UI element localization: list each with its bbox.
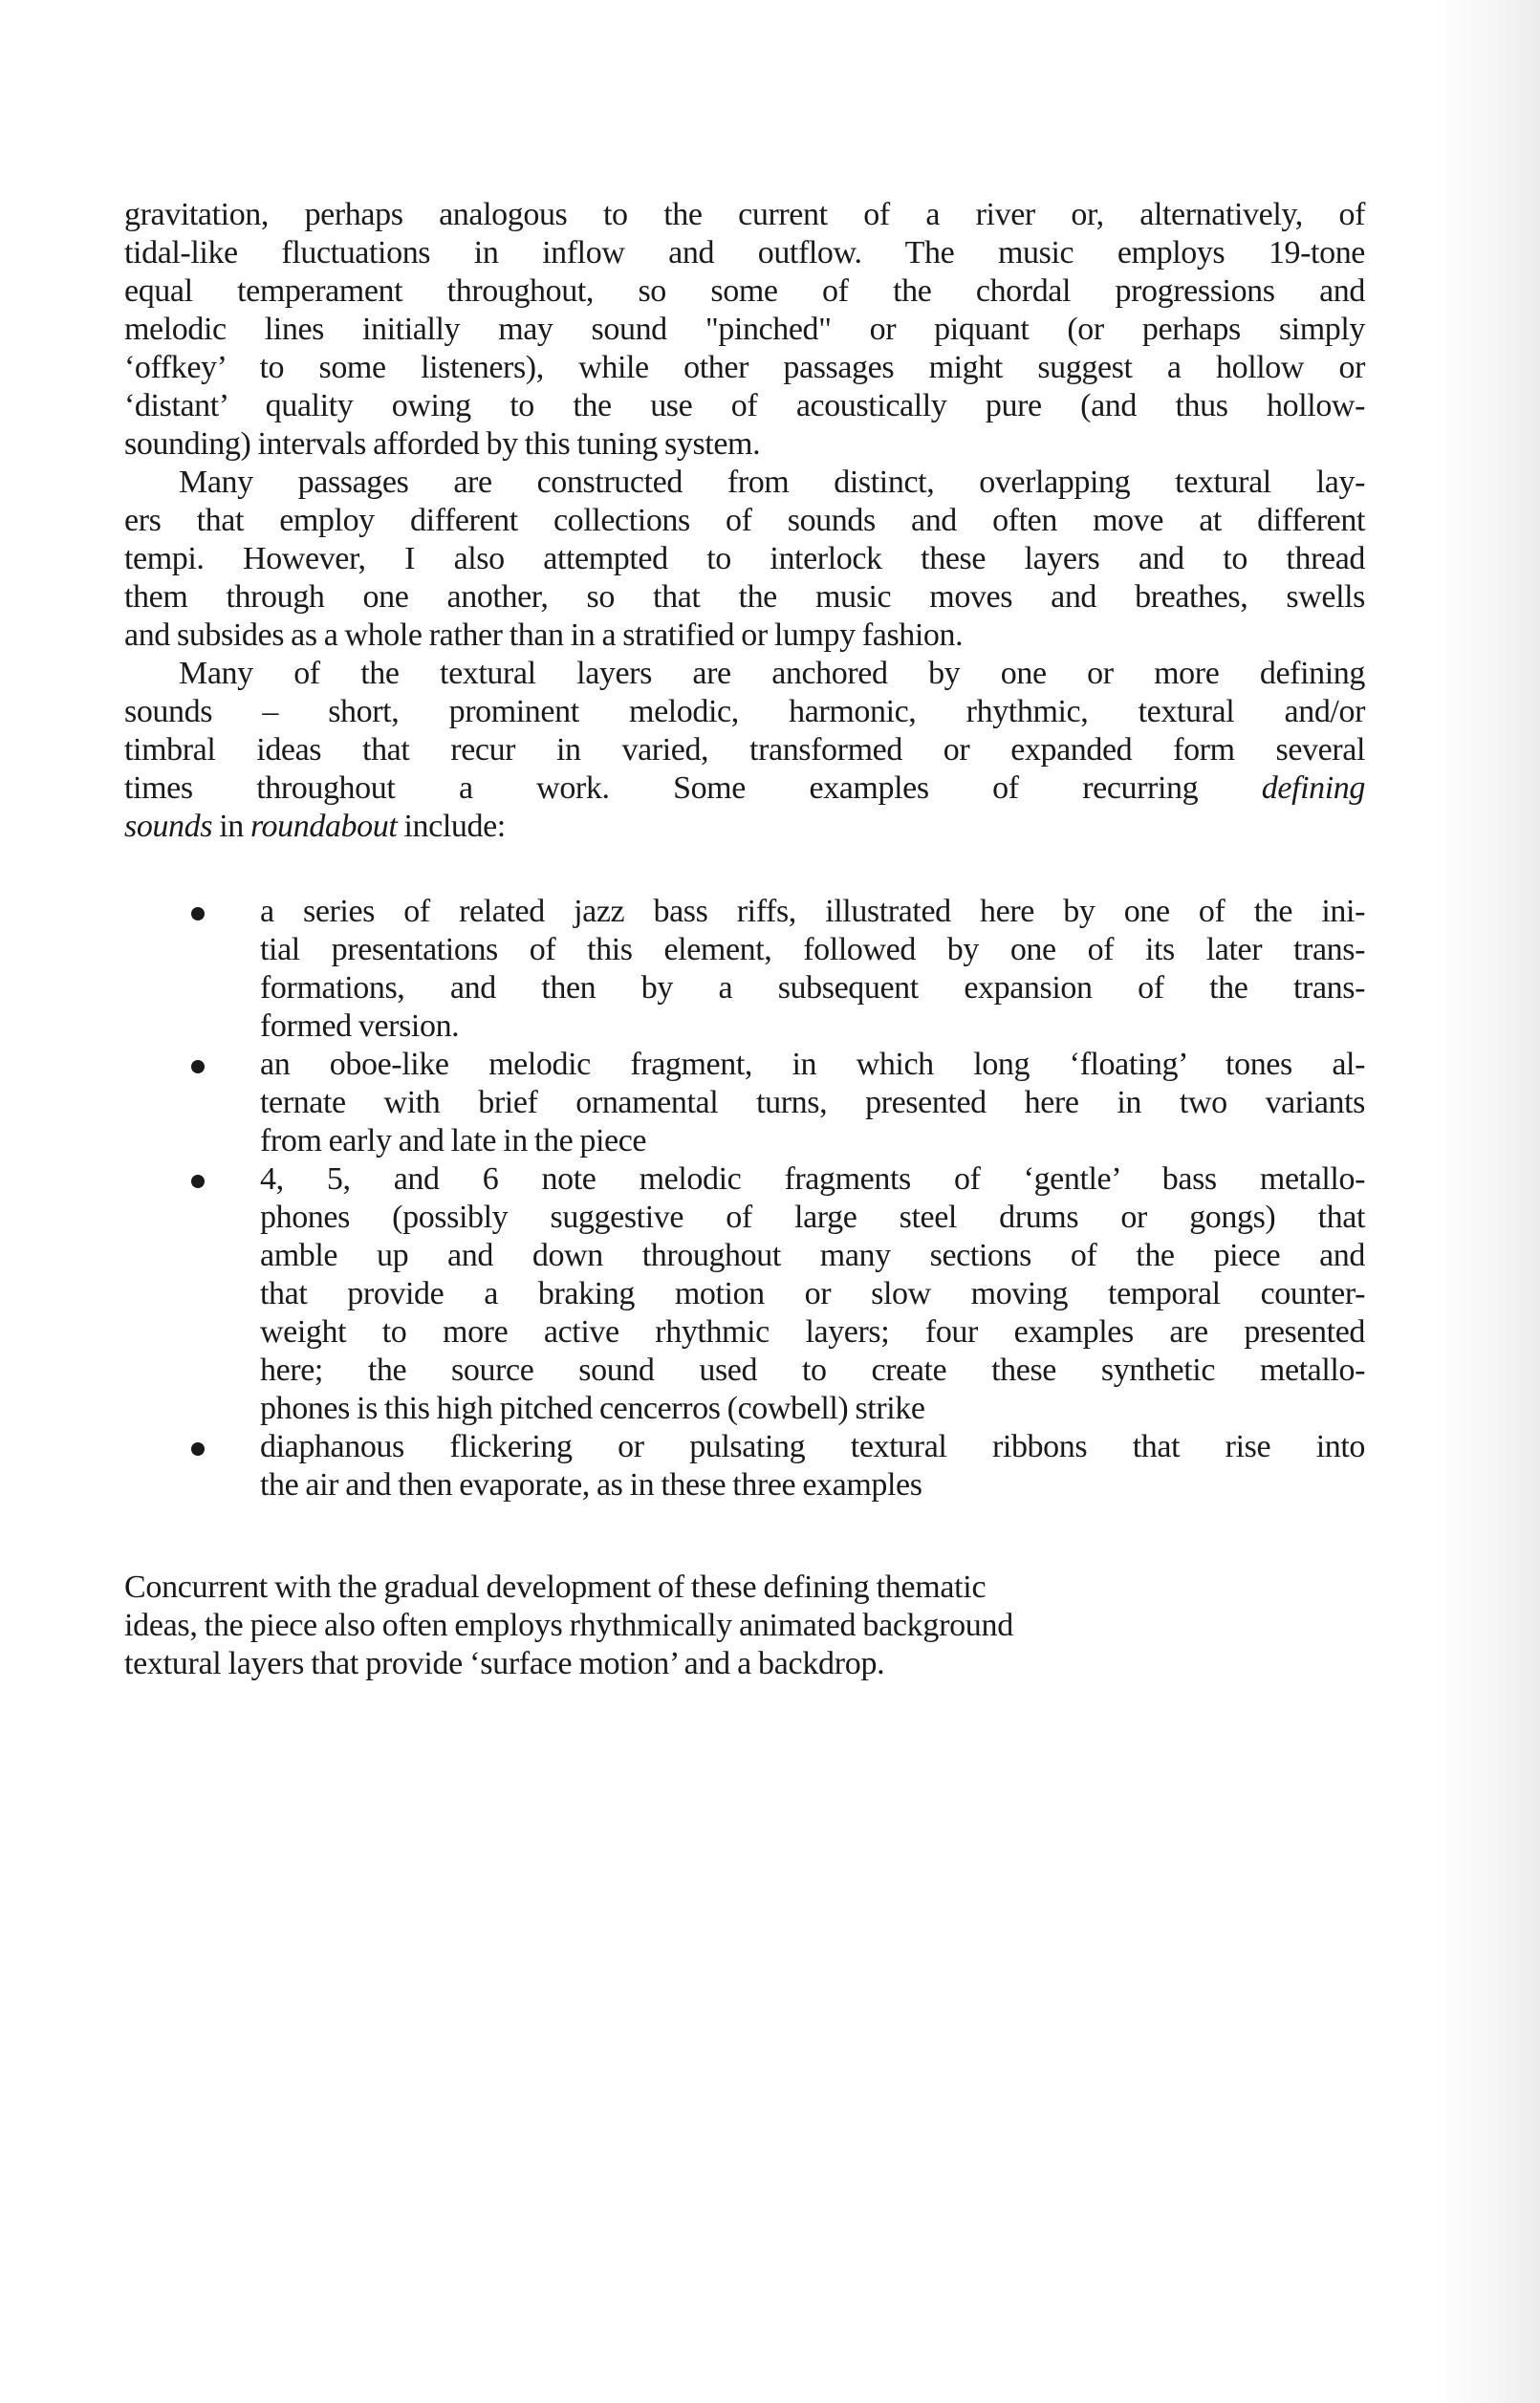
italic-term-title: roundabout	[249, 809, 398, 844]
paragraph-defining-sounds	[124, 655, 1365, 846]
text-line: sounding) intervals afforded by this tuning system.	[124, 426, 761, 462]
bullet-icon	[191, 1442, 205, 1456]
text-line: timbral ideas that recur in varied, transformed or expanded form several	[124, 732, 1365, 768]
text-line: ‘offkey’ to some listeners), while other passages might suggest a hollow or	[124, 350, 1365, 385]
text-line: Many of the textural layers are anchored by one or more defining	[179, 656, 1365, 691]
text-line: ‘distant’ quality owing to the use of acoustically pure (and thus hollow-	[124, 388, 1365, 423]
text-line: ers that employ different collections of sounds and often move at different	[124, 503, 1365, 538]
text-line: tempi. However, I also attempted to interlock these layers and to thread	[124, 541, 1365, 576]
text-line: ternate with brief ornamental turns, presented here in two variants	[260, 1085, 1365, 1120]
text-line: Concurrent with the gradual development of these defining thematic	[124, 1570, 987, 1605]
text-line: here; the source sound used to create these synthetic metallo-	[260, 1353, 1365, 1388]
paragraph-textural-layers	[124, 464, 1365, 655]
text-line: them through one another, so that the music moves and breathes, swells	[124, 579, 1365, 615]
text-line: amble up and down throughout many sections of the piece and	[260, 1238, 1365, 1273]
italic-term: sounds	[124, 809, 213, 844]
bullet-icon	[191, 1175, 205, 1188]
text-line: an oboe-like melodic fragment, in which long ‘floating’ tones al-	[260, 1047, 1365, 1082]
bullet-icon	[191, 907, 205, 920]
text-line: a series of related jazz bass riffs, illustrated here by one of the ini-	[260, 894, 1365, 929]
text-line: that provide a braking motion or slow moving temporal counter-	[260, 1276, 1365, 1311]
text-line: tidal-like fluctuations in inflow and outflow. The music employs 19-tone	[124, 235, 1365, 271]
text-line: Many passages are constructed from distinct, overlapping textural lay-	[179, 465, 1365, 500]
text-line: gravitation, perhaps analogous to the current of a river or, alternatively, of	[124, 197, 1365, 232]
text-line: 4, 5, and 6 note melodic fragments of ‘gentle’ bass metallo-	[260, 1161, 1365, 1197]
list-item	[124, 1160, 1365, 1428]
list-item	[124, 1046, 1365, 1160]
italic-term: defining	[1261, 770, 1366, 806]
text-segment: include:	[403, 809, 506, 844]
text-line: melodic lines initially may sound "pinched" or piquant (or perhaps simply	[124, 312, 1365, 347]
text-line: sounds – short, prominent melodic, harmonic, rhythmic, textural and/or	[124, 694, 1365, 729]
text-line: phones (possibly suggestive of large steel drums or gongs) that	[260, 1200, 1365, 1235]
list-item	[124, 893, 1365, 1046]
text-line: tial presentations of this element, followed by one of its later trans-	[260, 932, 1365, 967]
defining-sounds-list	[124, 893, 1365, 1505]
bullet-icon	[191, 1060, 205, 1073]
text-segment: times throughout a work. Some examples of recurring	[124, 770, 1199, 806]
text-line: the air and then evaporate, as in these three examples	[260, 1467, 922, 1503]
text-line: diaphanous flickering or pulsating textural ribbons that rise into	[260, 1429, 1365, 1464]
text-line	[124, 808, 1365, 846]
text-line: from early and late in the piece	[260, 1123, 647, 1158]
text-line: and subsides as a whole rather than in a stratified or lumpy fashion.	[124, 617, 964, 653]
text-line: phones is this high pitched cencerros (cowbell) strike	[260, 1391, 925, 1426]
text-line: equal temperament throughout, so some of the chordal progressions and	[124, 273, 1365, 309]
book-page	[124, 196, 1365, 1683]
text-line: ideas, the piece also often employs rhythmically animated background	[124, 1608, 1013, 1643]
text-line	[124, 769, 1365, 808]
text-line: formations, and then by a subsequent expansion of the trans-	[260, 970, 1365, 1006]
paragraph-background-layers	[124, 1569, 1365, 1683]
text-line: weight to more active rhythmic layers; four examples are presented	[260, 1314, 1365, 1350]
text-line: formed version.	[260, 1008, 460, 1044]
text-segment: in	[219, 809, 244, 844]
paragraph-tuning	[124, 196, 1365, 464]
text-line: textural layers that provide ‘surface motion’ and a backdrop.	[124, 1646, 885, 1681]
list-item	[124, 1428, 1365, 1505]
